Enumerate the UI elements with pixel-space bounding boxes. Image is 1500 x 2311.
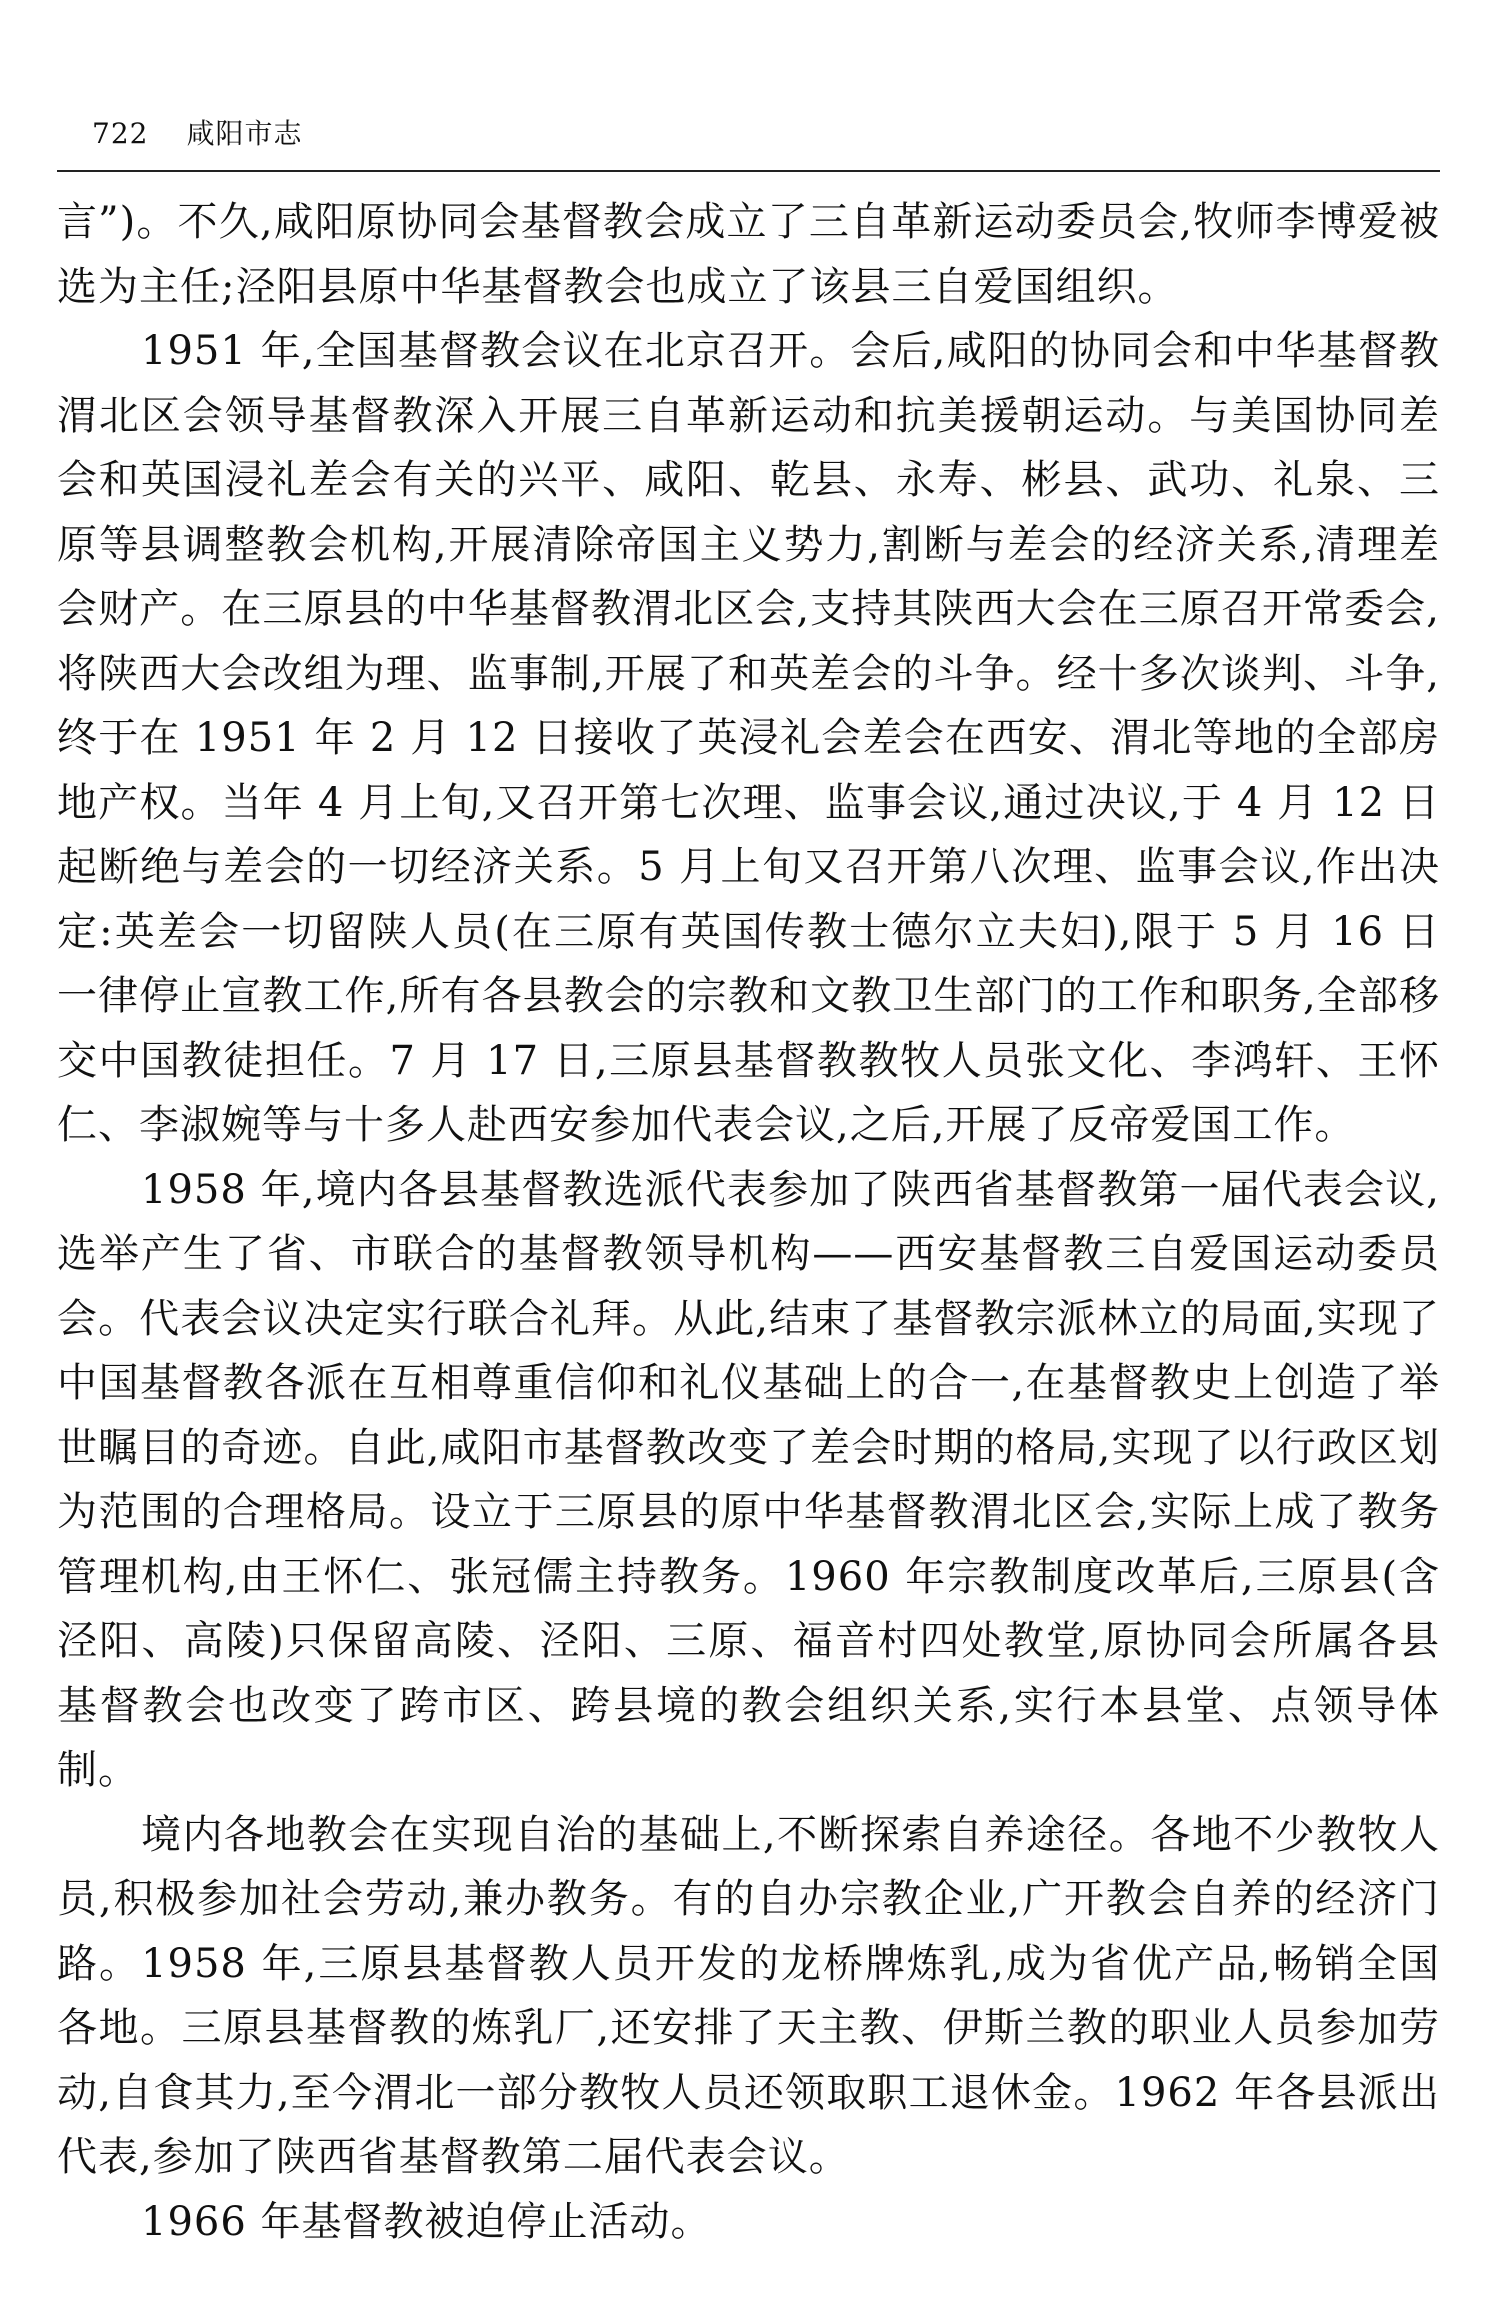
paragraph-1966: 1966 年基督教被迫停止活动。 bbox=[141, 2198, 712, 2245]
paragraph-self-support: 境内各地教会在实现自治的基础上,不断探索自养途径。各地不少教牧人员,积极参加社会劳动,兼办教务。有的自办宗教企业,广开教会自养的经济门路。1958 年,三原县基督教人员开发的龙桥牌炼乳,成为省优产品,畅销全国各地。三原县基督教的炼乳厂,还安排了天主教、伊斯兰教的职业人员参加劳动,自食其力,至今渭北一部分教牧人员还领取职工退休金。1962 年各县派出代表,参加了陕西省基督教第二届代表会议。 bbox=[57, 1811, 1440, 2180]
paragraph-continuation: 言”)。不久,咸阳原协同会基督教会成立了三自革新运动委员会,牧师李博爱被选为主任;泾阳县原中华基督教会也成立了该县三自爱国组织。 bbox=[57, 199, 1440, 310]
paragraph-1951: 1951 年,全国基督教会议在北京召开。会后,咸阳的协同会和中华基督教渭北区会领导基督教深入开展三自革新运动和抗美援朝运动。与美国协同差会和英国浸礼差会有关的兴平、咸阳、乾县、永寿、彬县、武功、礼泉、三原等县调整教会机构,开展清除帝国主义势力,割断与差会的经济关系,清理差会财产。在三原县的中华基督教渭北区会,支持其陕西大会在三原召开常委会,将陕西大会改组为理、监事制,开展了和英差会的斗争。经十多次谈判、斗争,终于在 1951 年 2 月 12 日接收了英浸礼会差会在西安、渭北等地的全部房地产权。当年 4 月上旬,又召开第七次理、监事会议,通过决议,于 4 月 12 日起断绝与差会的一切经济关系。5 月上旬又召开第八次理、监事会议,作出决定:英差会一切留陕人员(在三原有英国传教士德尔立夫妇),限于 5 月 16 日一律停止宣教工作,所有各县教会的宗教和文教卫生部门的工作和职务,全部移交中国教徒担任。7 月 17 日,三原县基督教教牧人员张文化、李鸿轩、王怀仁、李淑婉等与十多人赴西安参加代表会议,之后,开展了反帝爱国工作。 bbox=[57, 328, 1440, 1148]
body-text bbox=[57, 190, 1440, 2254]
page-number: 722 bbox=[92, 117, 149, 150]
book-title: 咸阳市志 bbox=[186, 117, 303, 150]
running-header bbox=[92, 116, 302, 152]
header-divider bbox=[57, 170, 1440, 172]
paragraph-1958: 1958 年,境内各县基督教选派代表参加了陕西省基督教第一届代表会议,选举产生了省、市联合的基督教领导机构——西安基督教三自爱国运动委员会。代表会议决定实行联合礼拜。从此,结束了基督教宗派林立的局面,实现了中国基督教各派在互相尊重信仰和礼仪基础上的合一,在基督教史上创造了举世瞩目的奇迹。自此,咸阳市基督教改变了差会时期的格局,实现了以行政区划为范围的合理格局。设立于三原县的原中华基督教渭北区会,实际上成了教务管理机构,由王怀仁、张冠儒主持教务。1960 年宗教制度改革后,三原县(含泾阳、高陵)只保留高陵、泾阳、三原、福音村四处教堂,原协同会所属各县基督教会也改变了跨市区、跨县境的教会组织关系,实行本县堂、点领导体制。 bbox=[57, 1166, 1440, 1793]
